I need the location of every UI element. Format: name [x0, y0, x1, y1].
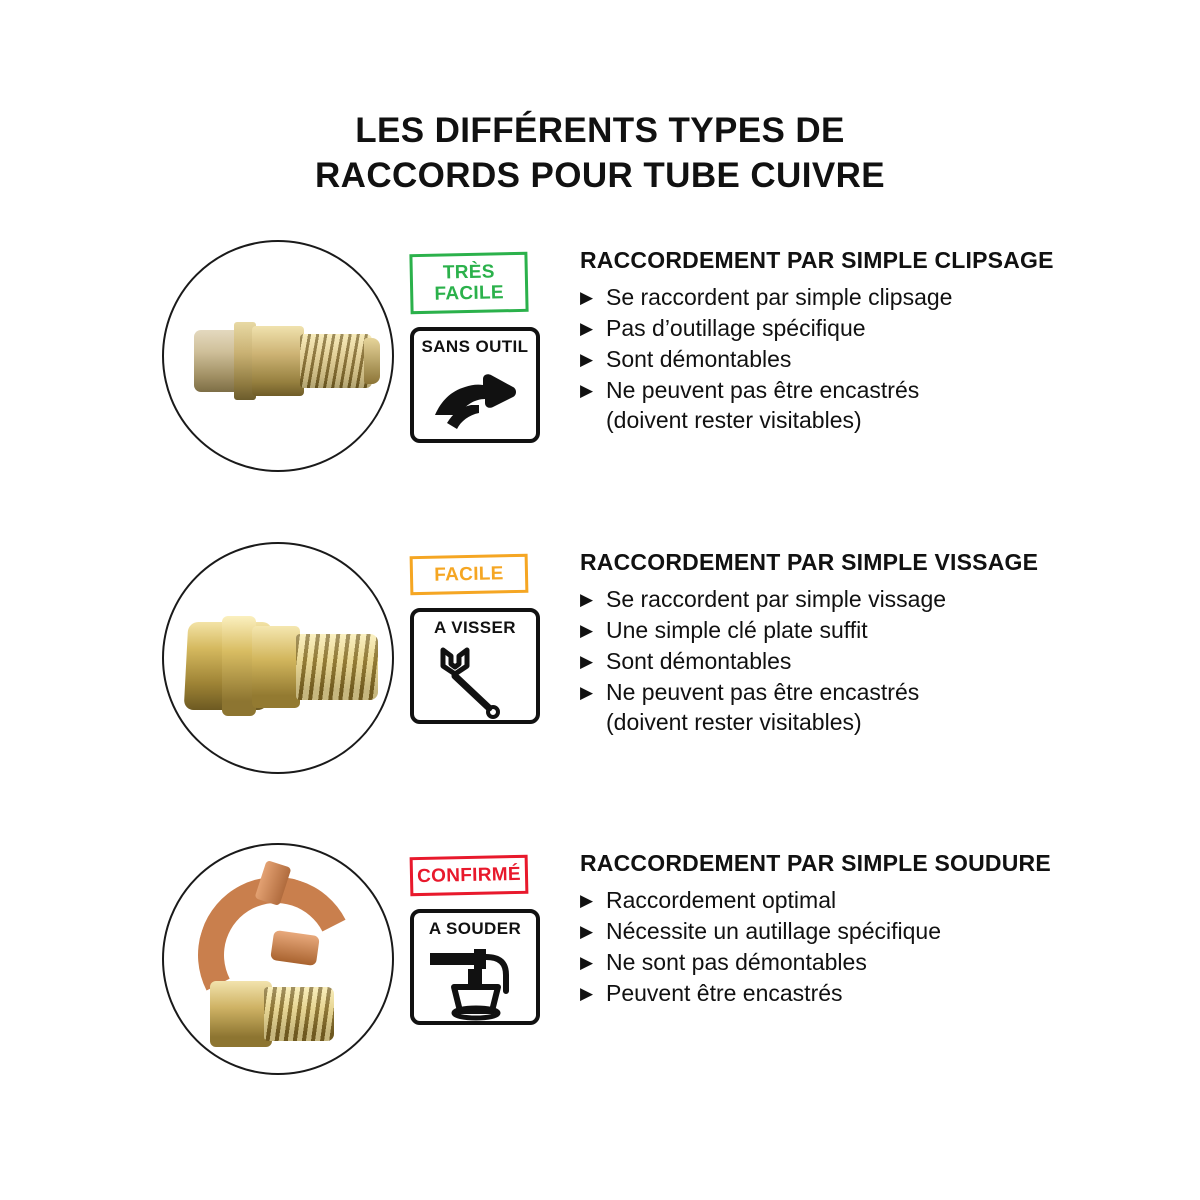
list-item-text: Raccordement optimal — [606, 887, 837, 913]
list-item — [580, 282, 1180, 313]
list-item-text: Peuvent être encastrés — [606, 980, 843, 1006]
list-item-text: Ne sont pas démontables — [606, 949, 867, 975]
push-fit-thread — [300, 334, 372, 388]
list-item-text: Pas d’outillage spécifique — [606, 315, 866, 341]
bullet-marker-icon: ▶ — [580, 621, 594, 640]
bullet-marker-icon: ▶ — [580, 350, 594, 369]
blowtorch-icon — [414, 943, 536, 1025]
difficulty-badge-confirme: CONFIRMÉ — [410, 855, 529, 896]
bullet-marker-icon: ▶ — [580, 953, 594, 972]
section-heading: RACCORDEMENT PAR SIMPLE SOUDURE — [580, 850, 1051, 876]
tool-badge-label: SANS OUTIL — [421, 337, 529, 356]
list-item-text: Sont démontables — [606, 346, 792, 372]
bullet-marker-icon: ▶ — [580, 984, 594, 1003]
list-item — [580, 978, 1180, 1009]
list-item-text — [606, 375, 1180, 434]
bullet-list — [580, 282, 1180, 434]
push-fit-body — [252, 326, 304, 396]
compression-fitting-art — [164, 544, 392, 772]
bullet-marker-icon: ▶ — [580, 381, 594, 400]
bullet-marker-icon: ▶ — [580, 288, 594, 307]
list-item — [580, 947, 1180, 978]
list-item-main: Ne peuvent pas être encastrés — [606, 377, 920, 403]
section-heading: RACCORDEMENT PAR SIMPLE VISSAGE — [580, 549, 1039, 575]
compression-brass-connector-photo — [162, 542, 394, 774]
hand-icon — [414, 361, 536, 443]
compression-thread — [296, 634, 378, 700]
solder-fitting-art — [164, 845, 392, 1073]
list-item-subtext: (doivent rester visitables) — [606, 709, 862, 735]
section-heading: RACCORDEMENT PAR SIMPLE CLIPSAGE — [580, 247, 1054, 273]
list-item-text: Sont démontables — [606, 648, 792, 674]
section-vissage — [0, 527, 1200, 827]
tool-badge-sans-outil — [410, 327, 540, 443]
section-clipsage — [0, 225, 1200, 525]
list-item-text: Nécessite un autillage spécifique — [606, 918, 941, 944]
tool-badge-a-souder — [410, 909, 540, 1025]
badge-column — [410, 555, 550, 724]
copper-elbow-and-brass-fitting-photo — [162, 843, 394, 1075]
list-item — [580, 375, 1180, 434]
compression-body — [252, 626, 300, 708]
badge-column — [410, 253, 550, 443]
tool-badge-a-visser — [410, 608, 540, 724]
push-fit-brass-connector-photo — [162, 240, 394, 472]
bullet-marker-icon: ▶ — [580, 319, 594, 338]
bullet-marker-icon: ▶ — [580, 652, 594, 671]
badge-column — [410, 856, 550, 1025]
push-fit-tip — [364, 338, 380, 384]
difficulty-badge-facile: FACILE — [410, 554, 529, 595]
list-item — [580, 646, 1180, 677]
list-item — [580, 584, 1180, 615]
text-column — [580, 549, 1180, 736]
difficulty-badge-tres-facile: TRÈS FACILE — [409, 252, 528, 314]
list-item-text: Se raccordent par simple vissage — [606, 586, 947, 612]
list-item-text: Une simple clé plate suffit — [606, 617, 868, 643]
page-title — [0, 0, 1200, 198]
section-soudure — [0, 828, 1200, 1128]
list-item — [580, 344, 1180, 375]
copper-elbow-cup — [270, 930, 320, 966]
compression-nut-face — [222, 616, 256, 716]
bullet-marker-icon: ▶ — [580, 683, 594, 702]
push-fit-art — [164, 242, 392, 470]
list-item — [580, 885, 1180, 916]
page-title-line-1: LES DIFFÉRENTS TYPES DE — [355, 111, 845, 150]
page-title-line-2: RACCORDS POUR TUBE CUIVRE — [314, 156, 886, 195]
list-item-main: Ne peuvent pas être encastrés — [606, 679, 920, 705]
tool-badge-label: A SOUDER — [428, 919, 522, 938]
list-item-subtext: (doivent rester visitables) — [606, 407, 862, 433]
list-item — [580, 677, 1180, 736]
bullet-list — [580, 885, 1180, 1009]
bullet-list — [580, 584, 1180, 736]
text-column — [580, 850, 1180, 1009]
bullet-marker-icon: ▶ — [580, 922, 594, 941]
bullet-marker-icon: ▶ — [580, 891, 594, 910]
bullet-marker-icon: ▶ — [580, 590, 594, 609]
list-item — [580, 313, 1180, 344]
tool-badge-label: A VISSER — [434, 618, 516, 637]
brass-fitting-body — [210, 981, 272, 1047]
list-item-text — [606, 677, 1180, 736]
wrench-icon — [414, 642, 536, 724]
list-item — [580, 916, 1180, 947]
brass-fitting-thread — [264, 987, 334, 1041]
text-column — [580, 247, 1180, 434]
list-item — [580, 615, 1180, 646]
list-item-text: Se raccordent par simple clipsage — [606, 284, 953, 310]
